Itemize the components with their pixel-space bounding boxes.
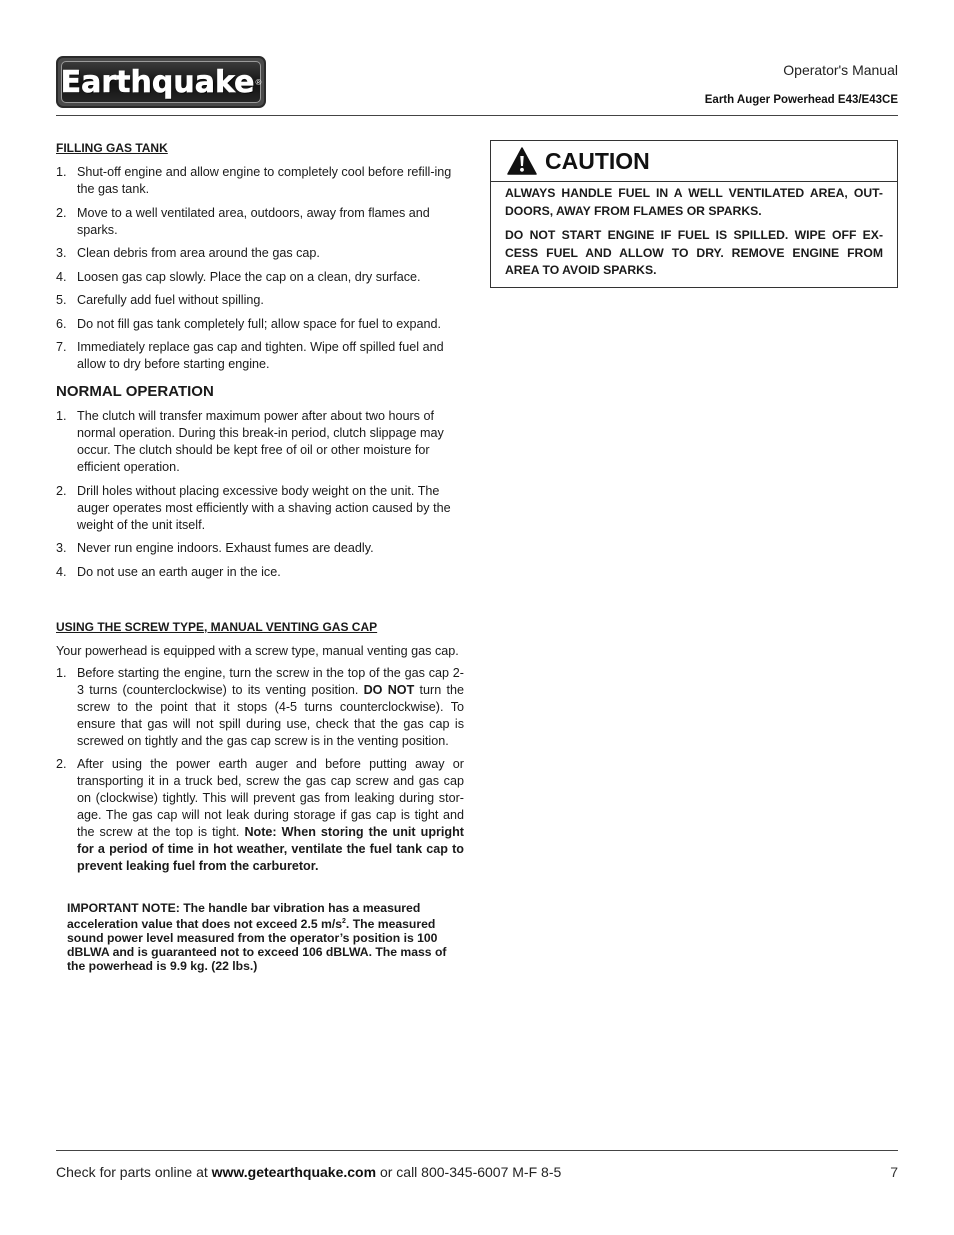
caution-box: [490, 140, 898, 288]
normal-operation-list: [56, 408, 464, 581]
list-item: 4. Do not use an earth auger in the ice.: [56, 564, 281, 579]
caution-text: [491, 182, 897, 280]
list-item: 1. Shut-off engine and allow engine to completely cool before refill-ing the gas tank.: [56, 165, 452, 196]
caution-paragraph: DO NOT START ENGINE IF FUEL IS SPILLED. WIPE OFF EX-CESS FUEL AND ALLOW TO DRY. REMOVE ENGINE FROM AREA TO AVOID SPARKS.: [505, 228, 883, 277]
page-number: 7: [890, 1164, 898, 1180]
product-subtitle: Earth Auger Powerhead E43/E43CE: [704, 94, 898, 106]
earthquake-logo: [56, 56, 266, 108]
logo-text: Earthquake: [60, 64, 255, 100]
manual-title: Operator's Manual: [783, 62, 898, 78]
logo-badge: [61, 61, 261, 103]
list-item: 2. Move to a well ventilated area, outdoors, away from flames and sparks.: [56, 205, 430, 237]
filling-gas-tank-heading: FILLING GAS TANK: [56, 141, 168, 155]
list-item: 7. Immediately replace gas cap and tighten. Wipe off spilled fuel and allow to dry before starting engine.: [56, 340, 444, 371]
do-not-emphasis: DO NOT: [363, 682, 415, 697]
normal-operation-heading: NORMAL OPERATION: [56, 383, 214, 400]
list-item: 2. After using the power earth auger and before putting away or transporting it in a truck bed, screw the gas cap screw and gas cap on (clockwise) tightly. This will prevent gas from leaking during stor-age. The gas cap will not leak during storage if gas cap is tight and the screw at the top is tight. Note: When storing the unit upright for a period of time in hot weather, ventilate the fuel tank cap to prevent leaking fuel from the carburetor.: [56, 757, 464, 873]
logo-registered-mark: ®: [255, 77, 262, 87]
important-note: IMPORTANT NOTE: The handle bar vibration has a measured acceleration value that does not exceed 2.5 $m/s^2$. The measured sound power level measured from the operator’s position is 100 dBLWA and is guaranteed not to exceed 106 dBLWA. The mass of the powerhead is 9.9 kg. (22 lbs.): [67, 901, 447, 974]
list-item: 5. Carefully add fuel without spilling.: [56, 293, 264, 307]
caution-header: [491, 141, 897, 182]
footer-text: Check for parts online at www.getearthquake.com or call 800-345-6007 M-F 8-5: [56, 1164, 562, 1180]
list-item: 6. Do not fill gas tank completely full; allow space for fuel to expand.: [56, 316, 442, 331]
caution-paragraph: ALWAYS HANDLE FUEL IN A WELL VENTILATED AREA, OUT-DOORS, AWAY FROM FLAMES OR SPARKS.: [505, 186, 883, 218]
website-link[interactable]: www.getearthquake.com: [211, 1164, 377, 1180]
list-item: 1. The clutch will transfer maximum power after about two hours of normal operation. During this break-in period, clutch slippage may occur. The clutch should be kept free of oil or other moisture for efficient operation.: [56, 409, 444, 474]
caution-title: CAUTION: [545, 147, 650, 174]
warning-triangle-icon: [507, 147, 537, 175]
filling-steps-list: [56, 164, 464, 373]
footer-divider: [56, 1150, 898, 1151]
list-item: 2. Drill holes without placing excessive body weight on the unit. The auger operates most efficiently with a shaving action caused by the weight of the unit itself.: [56, 483, 451, 532]
header-divider: [56, 115, 898, 116]
list-item: 4. Loosen gas cap slowly. Place the cap on a clean, dry surface.: [56, 269, 421, 284]
screw-gas-cap-intro: Your powerhead is equipped with a screw type, manual venting gas cap.: [56, 643, 459, 658]
storage-note: Note: When storing the unit upright for a period of time in hot weather, ventilate the fuel tank cap to prevent leaking fuel from the carburetor.: [77, 825, 464, 873]
screw-gas-cap-list: [56, 665, 464, 876]
list-item: 3. Clean debris from area around the gas cap.: [56, 246, 320, 260]
list-item: 1. Before starting the engine, turn the screw in the top of the gas cap 2-3 turns (counterclockwise) to its venting position. DO NOT turn the screw to the point that it stops (4-5 turns counterclockwise). To ensure that gas will not spill during use, check that the gas cap is screwed on tightly and the gas cap screw is in the venting position.: [56, 665, 464, 748]
left-column: [56, 140, 464, 973]
screw-gas-cap-heading: USING THE SCREW TYPE, MANUAL VENTING GAS CAP: [56, 619, 378, 634]
list-item: 3. Never run engine indoors. Exhaust fumes are deadly.: [56, 541, 374, 555]
